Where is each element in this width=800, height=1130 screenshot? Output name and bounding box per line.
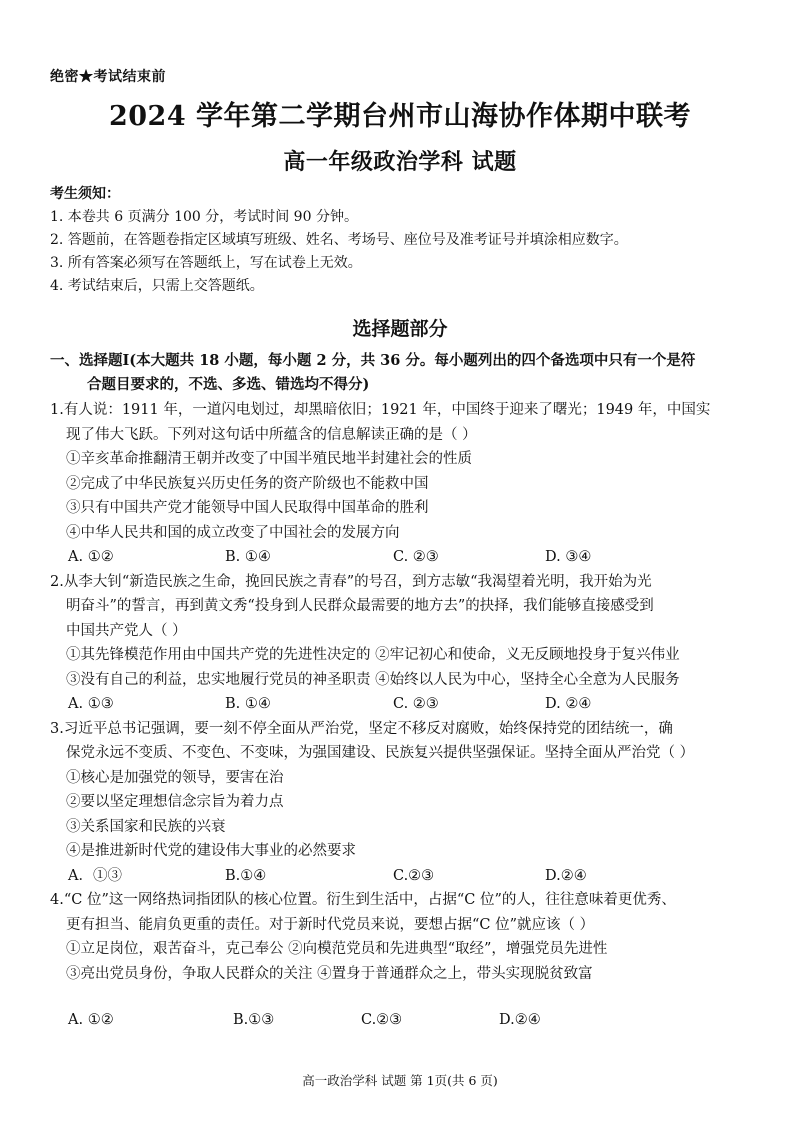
- confidential-label: 绝密★考试结束前: [50, 69, 166, 85]
- answer-choices: [50, 1008, 760, 1033]
- choice-b: B.①④: [225, 867, 267, 884]
- statement-option-row: ①立足岗位，艰苦奋斗，克己奉公 ②向模范党员和先进典型“取经”，增强党员先进性: [66, 941, 608, 957]
- question-stem: 3.习近平总书记强调，要一刻不停全面从严治党，坚定不移反对腐败，始终保持党的团结统一，确: [50, 720, 673, 737]
- exam-title: 2024 学年第二学期台州市山海协作体期中联考: [108, 101, 692, 132]
- statement-option: ②要以坚定理想信念宗旨为着力点: [66, 794, 284, 810]
- question-2: [50, 570, 760, 717]
- question-stem: 保党永远不变质、不变色、不变味，为强国建设、民族复兴提供坚强保证。坚持全面从严治党（ ）: [66, 745, 695, 761]
- question-stem: 更有担当、能肩负更重的责任。对于新时代党员来说，要想占据“C 位”就应该（ ）: [66, 916, 595, 933]
- question-stem: 2.从李大钊“新造民族之生命，挽回民族之青春”的号召，到方志敏“我渴望着光明，我开始为光: [50, 573, 652, 590]
- answer-choices: [50, 692, 760, 717]
- part-instructions-line: 一、选择题Ⅰ(本大题共 18 小题，每小题 2 分，共 36 分。每小题列出的四个备选项中只有一个是符: [50, 352, 696, 369]
- choice-d: D.②④: [499, 1012, 541, 1028]
- statement-option: ④是推进新时代党的建设伟大事业的必然要求: [66, 843, 356, 859]
- question-stem: 1.有人说：1911 年，一道闪电划过，却黑暗依旧；1921 年，中国终于迎来了曙光；1949 年，中国实: [50, 402, 711, 418]
- question-list: [50, 398, 760, 1033]
- choice-c: C.②③: [393, 867, 435, 884]
- choice-d: D. ③④: [545, 549, 592, 565]
- choice-d: D. ②④: [545, 696, 592, 712]
- statement-option: ③关系国家和民族的兴衰: [66, 818, 226, 835]
- statement-option: ④中华人民共和国的成立改变了中国社会的发展方向: [66, 524, 400, 541]
- notice-item: 2. 答题前，在答题卷指定区域填写班级、姓名、考场号、座位号及准考证号并填涂相应数字。: [50, 232, 628, 248]
- section-heading: 选择题部分: [352, 318, 448, 340]
- question-stem: 4.“C 位”这一网络热词指团队的核心位置。衍生到生活中，占据“C 位”的人，往往意味着更优秀、: [50, 892, 676, 908]
- statement-option: ②完成了中华民族复兴历史任务的资产阶级也不能救中国: [66, 475, 429, 492]
- notice-item: 1. 本卷共 6 页满分 100 分，考试时间 90 分钟。: [50, 209, 358, 225]
- question-stem: 现了伟大飞跃。下列对这句话中所蕴含的信息解读正确的是（ ）: [66, 426, 477, 443]
- exam-subtitle: 高一年级政治学科 试题: [283, 149, 517, 175]
- question-1: [50, 398, 760, 570]
- statement-option: ①核心是加强党的领导，要害在治: [66, 769, 284, 786]
- notice-item: 3. 所有答案必须写在答题纸上，写在试卷上无效。: [50, 255, 362, 271]
- choice-b: B. ①④: [225, 549, 271, 565]
- choice-a: A．①③: [68, 867, 122, 884]
- question-4: [50, 888, 760, 1033]
- statement-option-row: ③没有自己的利益，忠实地履行党员的神圣职责 ④始终以人民为中心，坚持全心全意为人民服务: [66, 671, 680, 688]
- choice-d: D.②④: [545, 867, 587, 884]
- part-instructions-line: 合题目要求的，不选、多选、错选均不得分): [87, 376, 370, 393]
- statement-option-row: ①其先锋模范作用由中国共产党的先进性决定的 ②牢记初心和使命，义无反顾地投身于复兴伟业: [66, 647, 680, 663]
- choice-a: A. ①③: [68, 696, 114, 712]
- choice-a: A. ①②: [68, 549, 114, 565]
- statement-option: ③只有中国共产党才能领导中国人民取得中国革命的胜利: [66, 500, 429, 516]
- notice-item: 4. 考试结束后，只需上交答题纸。: [50, 278, 264, 294]
- question-stem: 中国共产党人（ ）: [66, 622, 187, 639]
- part-instructions: [50, 349, 755, 397]
- choice-b: B.①③: [233, 1012, 275, 1028]
- choice-b: B. ①④: [225, 696, 271, 712]
- answer-choices: [50, 545, 760, 570]
- page-footer: 高一政治学科 试题 第 1页(共 6 页): [302, 1073, 498, 1088]
- answer-choices: [50, 864, 760, 889]
- statement-option-row: ③亮出党员身份，争取人民群众的关注 ④置身于普通群众之上，带头实现脱贫致富: [66, 965, 593, 982]
- question-stem: 明奋斗”的誓言，再到黄文秀“投身到人民群众最需要的地方去”的抉择，我们能够直接感受到: [66, 598, 654, 614]
- statement-option: ①辛亥革命推翻清王朝并改变了中国半殖民地半封建社会的性质: [66, 451, 472, 467]
- question-3: [50, 717, 760, 889]
- candidate-notice: [50, 183, 628, 298]
- notice-heading: 考生须知：: [50, 186, 120, 202]
- choice-c: C. ②③: [393, 549, 439, 565]
- choice-a: A. ①②: [68, 1012, 114, 1028]
- choice-c: C.②③: [361, 1012, 403, 1028]
- choice-c: C. ②③: [393, 696, 439, 712]
